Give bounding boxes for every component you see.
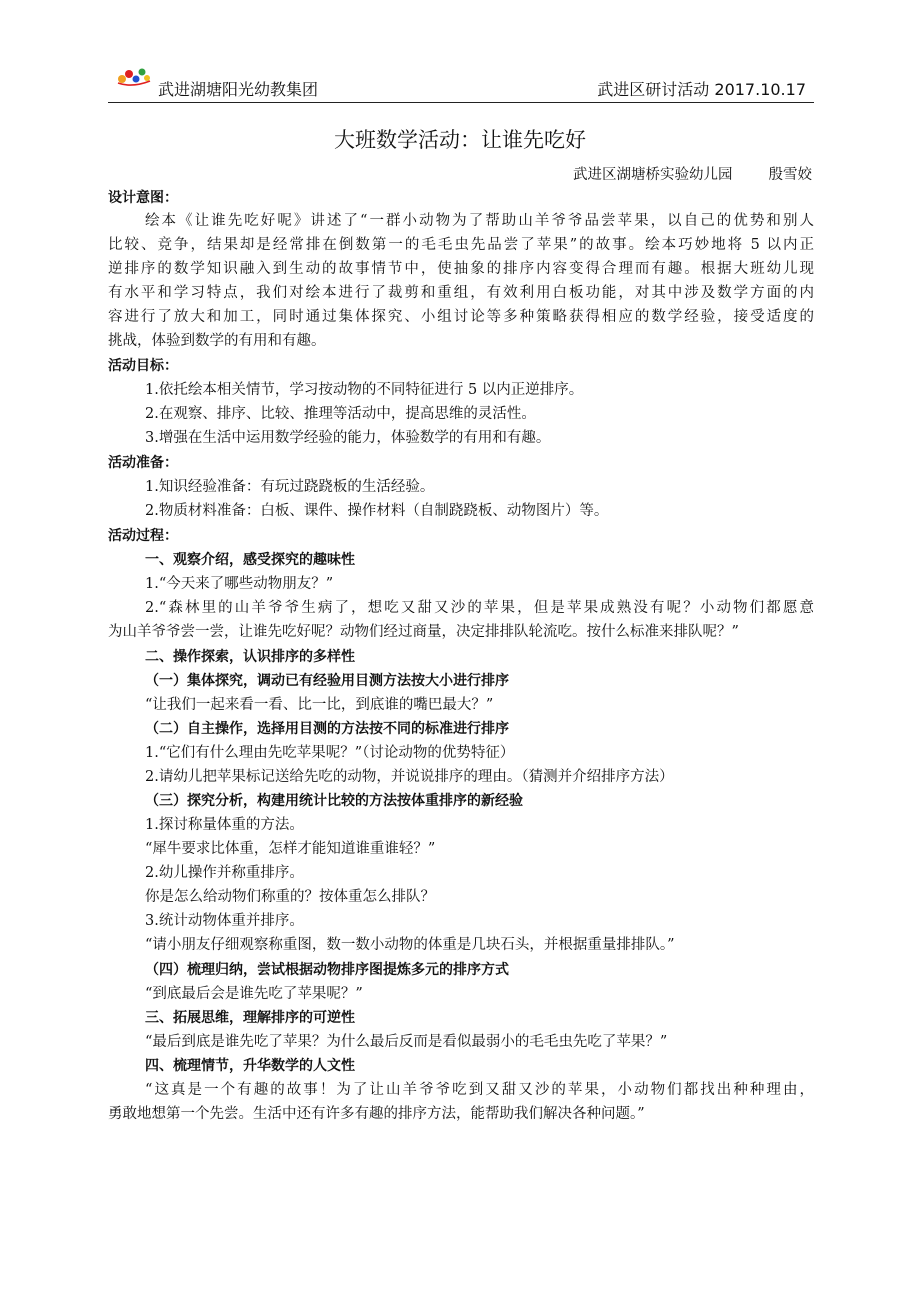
paragraph-line: 容进行了放大和加工，同时通过集体探究、小组讨论等多种策略获得相应的数学经验，接受适度的 xyxy=(108,309,814,325)
paragraph-line: 挑战，体验到数学的有用和有趣。 xyxy=(108,333,326,349)
event-info: 武进区研讨活动 2017.10.17 xyxy=(597,80,806,99)
subsection-heading: （二）自主操作，选择用目测的方法按不同的标准进行排序 xyxy=(145,721,509,737)
prep-item: 2.物质材料准备：白板、课件、操作材料（自制跷跷板、动物图片）等。 xyxy=(145,503,609,519)
process-line: 你是怎么给动物们称重的？按体重怎么排队？ xyxy=(145,889,435,905)
goal-item: 3.增强在生活中运用数学经验的能力，体验数学的有用和有趣。 xyxy=(145,430,551,446)
goal-item: 1.依托绘本相关情节，学习按动物的不同特征进行 5 以内正逆排序。 xyxy=(145,382,584,398)
design-heading: 设计意图： xyxy=(108,190,178,206)
author-name: 殷雪姣 xyxy=(768,167,812,183)
process-line: 3.统计动物体重并排序。 xyxy=(145,913,304,929)
subsection-heading: （一）集体探究，调动已有经验用目测方法按大小进行排序 xyxy=(145,673,509,689)
goals-heading: 活动目标： xyxy=(108,358,178,374)
section-heading: 二、操作探索，认识排序的多样性 xyxy=(145,649,355,665)
process-line: 勇敢地想第一个先尝。生活中还有许多有趣的排序方法，能帮助我们解决各种问题。” xyxy=(108,1106,645,1122)
process-line: 2.幼儿操作并称重排序。 xyxy=(145,865,304,881)
subsection-heading: （三）探究分析，构建用统计比较的方法按体重排序的新经验 xyxy=(145,793,523,809)
page-title: 大班数学活动：让谁先吃好 xyxy=(334,128,586,152)
process-line: “最后到底是谁先吃了苹果？为什么最后反而是看似最弱小的毛毛虫先吃了苹果？” xyxy=(145,1034,668,1050)
section-heading: 三、拓展思维，理解排序的可逆性 xyxy=(145,1010,355,1026)
kindergarten-logo-icon xyxy=(114,62,154,88)
process-line: “到底最后会是谁先吃了苹果呢？” xyxy=(145,986,363,1002)
goal-item: 2.在观察、排序、比较、推理等活动中，提高思维的灵活性。 xyxy=(145,406,536,422)
paragraph-line: 逆排序的数学知识融入到生动的故事情节中，使抽象的排序内容变得合理而有趣。根据大班幼儿现 xyxy=(108,261,814,277)
process-line: 1.探讨称量体重的方法。 xyxy=(145,817,304,833)
process-line: 为山羊爷爷尝一尝，让谁先吃好呢？动物们经过商量，决定排排队轮流吃。按什么标准来排队呢？” xyxy=(108,624,739,640)
process-line: 2.“森林里的山羊爷爷生病了，想吃又甜又沙的苹果，但是苹果成熟没有呢？小动物们都愿意 xyxy=(145,600,814,616)
process-line: “犀牛要求比体重，怎样才能知道谁重谁轻？” xyxy=(145,841,436,857)
paragraph-line: 比较、竞争，结果却是经常排在倒数第一的毛毛虫先品尝了苹果”的故事。绘本巧妙地将 5 以内正 xyxy=(108,237,814,253)
subsection-heading: （四）梳理归纳，尝试根据动物排序图提炼多元的排序方式 xyxy=(145,962,509,978)
author-line xyxy=(573,163,812,184)
process-line: “这真是一个有趣的故事！为了让山羊爷爷吃到又甜又沙的苹果，小动物们都找出种种理由， xyxy=(145,1082,814,1098)
process-heading: 活动过程： xyxy=(108,528,178,544)
paragraph-line: 有水平和学习特点，我们对绘本进行了裁剪和重组，有效利用白板功能，对其中涉及数学方面的内 xyxy=(108,285,814,301)
prep-heading: 活动准备： xyxy=(108,455,178,471)
process-line: 1.“今天来了哪些动物朋友？” xyxy=(145,576,334,592)
section-heading: 一、观察介绍，感受探究的趣味性 xyxy=(145,552,355,568)
organization-name: 武进湖塘阳光幼教集团 xyxy=(158,80,319,99)
process-line: “让我们一起来看一看、比一比，到底谁的嘴巴最大？” xyxy=(145,697,494,713)
process-line: “请小朋友仔细观察称重图，数一数小动物的体重是几块石头，并根据重量排排队。” xyxy=(145,937,675,953)
process-line: 1.“它们有什么理由先吃苹果呢？”（讨论动物的优势特征） xyxy=(145,745,515,761)
page-header xyxy=(108,60,814,103)
process-line: 2.请幼儿把苹果标记送给先吃的动物，并说说排序的理由。（猜测并介绍排序方法） xyxy=(145,769,674,785)
section-heading: 四、梳理情节，升华数学的人文性 xyxy=(145,1058,355,1074)
paragraph-line: 绘本《让谁先吃好呢》讲述了“一群小动物为了帮助山羊爷爷品尝苹果，以自己的优势和别人 xyxy=(145,213,814,229)
author-school: 武进区湖塘桥实验幼儿园 xyxy=(573,167,733,183)
prep-item: 1.知识经验准备：有玩过跷跷板的生活经验。 xyxy=(145,479,435,495)
